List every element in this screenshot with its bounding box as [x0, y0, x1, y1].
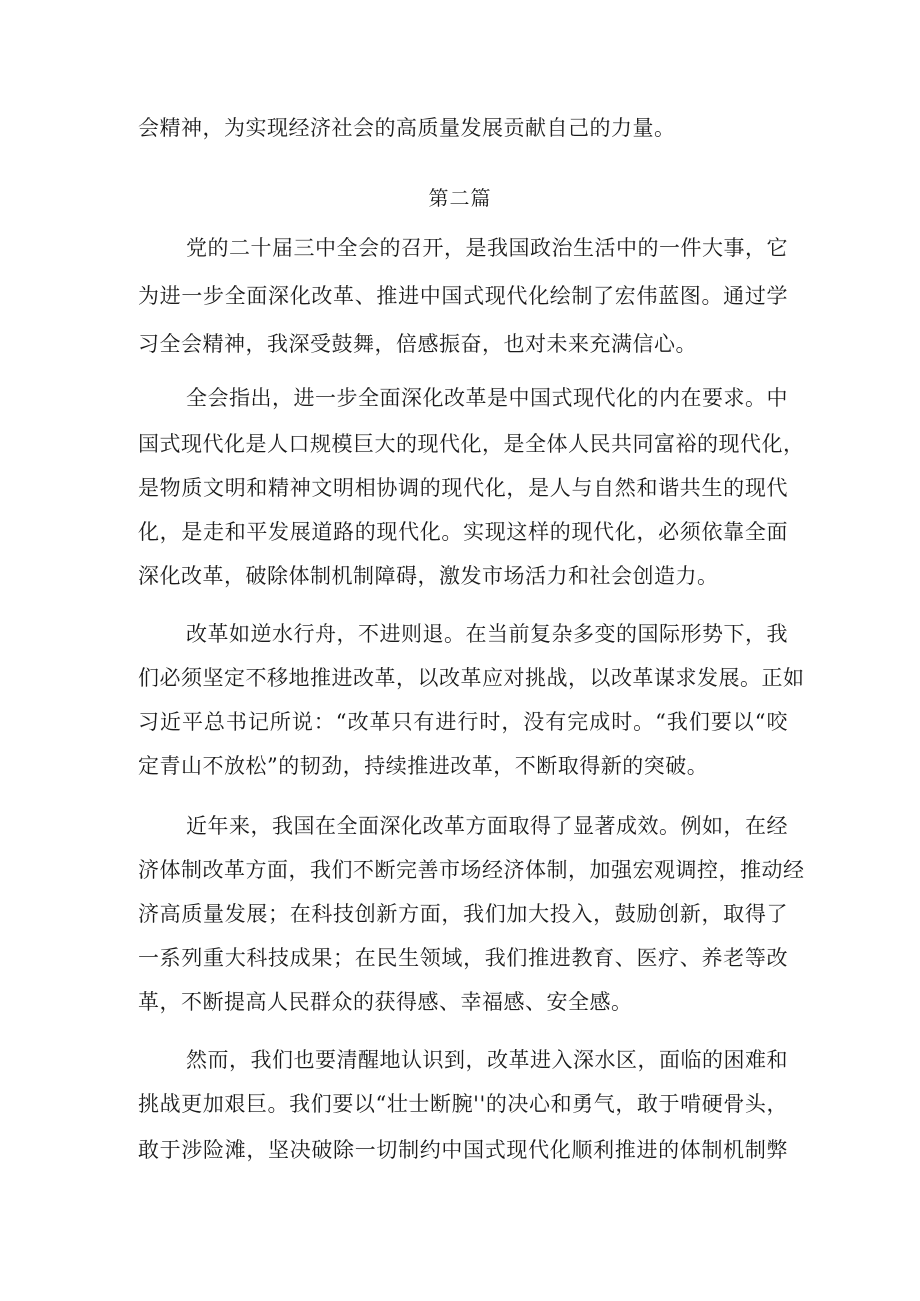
paragraph-line: 习近平总书记所说：“改革只有进行时，没有完成时。“我们要以“咬: [138, 710, 788, 734]
paragraph-line: 习全会精神，我深受鼓舞，倍感振奋，也对未来充满信心。: [138, 332, 697, 356]
paragraph-line: 近年来，我国在全面深化改革方面取得了显著成效。例如，在经: [186, 814, 788, 838]
paragraph-line: 深化改革，破除体制机制障碍，激发市场活力和社会创造力。: [138, 564, 719, 588]
paragraph-line: 改革如逆水行舟，不进则退。在当前复杂多变的国际形势下，我: [186, 622, 788, 646]
paragraph-line: 济高质量发展；在科技创新方面，我们加大投入，鼓励创新，取得了: [138, 902, 788, 926]
paragraph-line: 化，是走和平发展道路的现代化。实现这样的现代化，必须依靠全面: [138, 520, 788, 544]
section-heading: 第二篇: [428, 186, 492, 210]
paragraph-line: 然而，我们也要清醒地认识到，改革进入深水区，面临的困难和: [186, 1048, 788, 1072]
paragraph-line: 为进一步全面深化改革、推进中国式现代化绘制了宏伟蓝图。通过学: [138, 284, 788, 308]
paragraph-line: 挑战更加艰巨。我们要以“壮士断腕''的决心和勇气，敢于啃硬骨头，: [138, 1092, 788, 1116]
paragraph-line: 国式现代化是人口规模巨大的现代化，是全体人民共同富裕的现代化，: [138, 432, 805, 456]
paragraph-line: 济体制改革方面，我们不断完善市场经济体制，加强宏观调控，推动经: [138, 858, 805, 882]
paragraph-line: 是物质文明和精神文明相协调的现代化，是人与自然和谐共生的现代: [138, 476, 788, 500]
paragraph-line: 定青山不放松”的韧劲，持续推进改革，不断取得新的突破。: [138, 754, 709, 778]
paragraph-line: 全会指出，进一步全面深化改革是中国式现代化的内在要求。中: [186, 386, 788, 410]
paragraph-line: 一系列重大科技成果；在民生领域，我们推进教育、医疗、养老等改: [138, 946, 788, 970]
paragraph-line: 敢于涉险滩，坚决破除一切制约中国式现代化顺利推进的体制机制弊: [138, 1138, 788, 1162]
top-line: 会精神，为实现经济社会的高质量发展贡献自己的力量。: [138, 116, 676, 140]
paragraph-line: 们必须坚定不移地推进改革，以改革应对挑战，以改革谋求发展。正如: [138, 666, 805, 690]
paragraph-line: 革，不断提高人民群众的获得感、幸福感、安全感。: [138, 990, 633, 1014]
paragraph-line: 党的二十届三中全会的召开，是我国政治生活中的一件大事，它: [186, 236, 788, 260]
